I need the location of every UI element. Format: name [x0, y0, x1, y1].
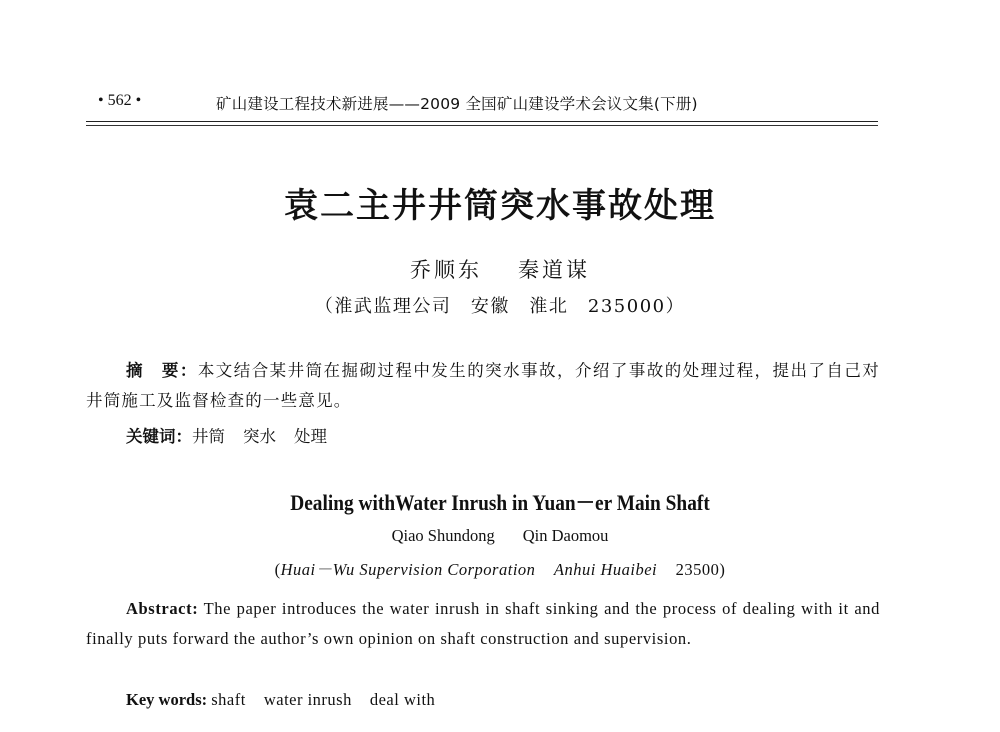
abstract-cn	[86, 356, 880, 416]
keywords-cn	[126, 422, 345, 452]
affiliation-org-en: Huai－Wu Supervision Corporation	[280, 560, 536, 579]
affiliation-place-en: Anhui Huaibei	[553, 560, 658, 579]
abstract-en	[86, 594, 880, 654]
abstract-label-cn: 摘 要：	[126, 361, 198, 380]
abstract-text-en: The paper introduces the water inrush in shaft sinking and the process of dealing with it and finally puts forward the author’s own opinion on shaft construction and supervision.	[86, 599, 880, 648]
keywords-en	[126, 690, 453, 710]
article-title-en: Dealing withWater Inrush in Yuan－er Main Shaft	[290, 490, 710, 515]
authors-cn	[0, 254, 1000, 284]
affiliation-en	[0, 556, 1000, 580]
keyword-cn: 处理	[294, 427, 327, 446]
author-en: Qiao Shundong	[391, 526, 495, 545]
abstract-text-cn: 本文结合某井筒在掘砌过程中发生的突水事故，介绍了事故的处理过程，提出了自己对井筒施工及监督检查的一些意见。	[86, 361, 880, 410]
keyword-cn: 突水	[243, 427, 276, 446]
header-rule-thin	[86, 125, 878, 126]
keyword-en: shaft	[211, 690, 246, 709]
header-rule	[86, 121, 878, 122]
running-title: 矿山建设工程技术新进展——2009 全国矿山建设学术会议文集(下册)	[216, 95, 698, 113]
author-cn: 乔顺东	[410, 258, 482, 282]
keyword-en: deal with	[369, 690, 436, 709]
author-en: Qin Daomou	[522, 526, 609, 545]
page-number: • 562 •	[98, 92, 142, 109]
authors-en	[0, 526, 1000, 546]
article-title-cn: 袁二主井井筒突水事故处理	[284, 186, 716, 226]
keywords-label-cn: 关键词：	[126, 427, 192, 446]
affiliation-code-en: 23500)	[675, 560, 726, 579]
abstract-label-en: Abstract:	[126, 599, 199, 618]
keyword-cn: 井筒	[192, 427, 225, 446]
affiliation-open: (	[274, 560, 281, 579]
author-cn: 秦道谋	[518, 258, 590, 282]
keywords-label-en: Key words:	[126, 690, 208, 709]
affiliation-cn: （淮武监理公司 安徽 淮北 235000）	[314, 296, 686, 317]
keyword-en: water inrush	[263, 690, 352, 709]
